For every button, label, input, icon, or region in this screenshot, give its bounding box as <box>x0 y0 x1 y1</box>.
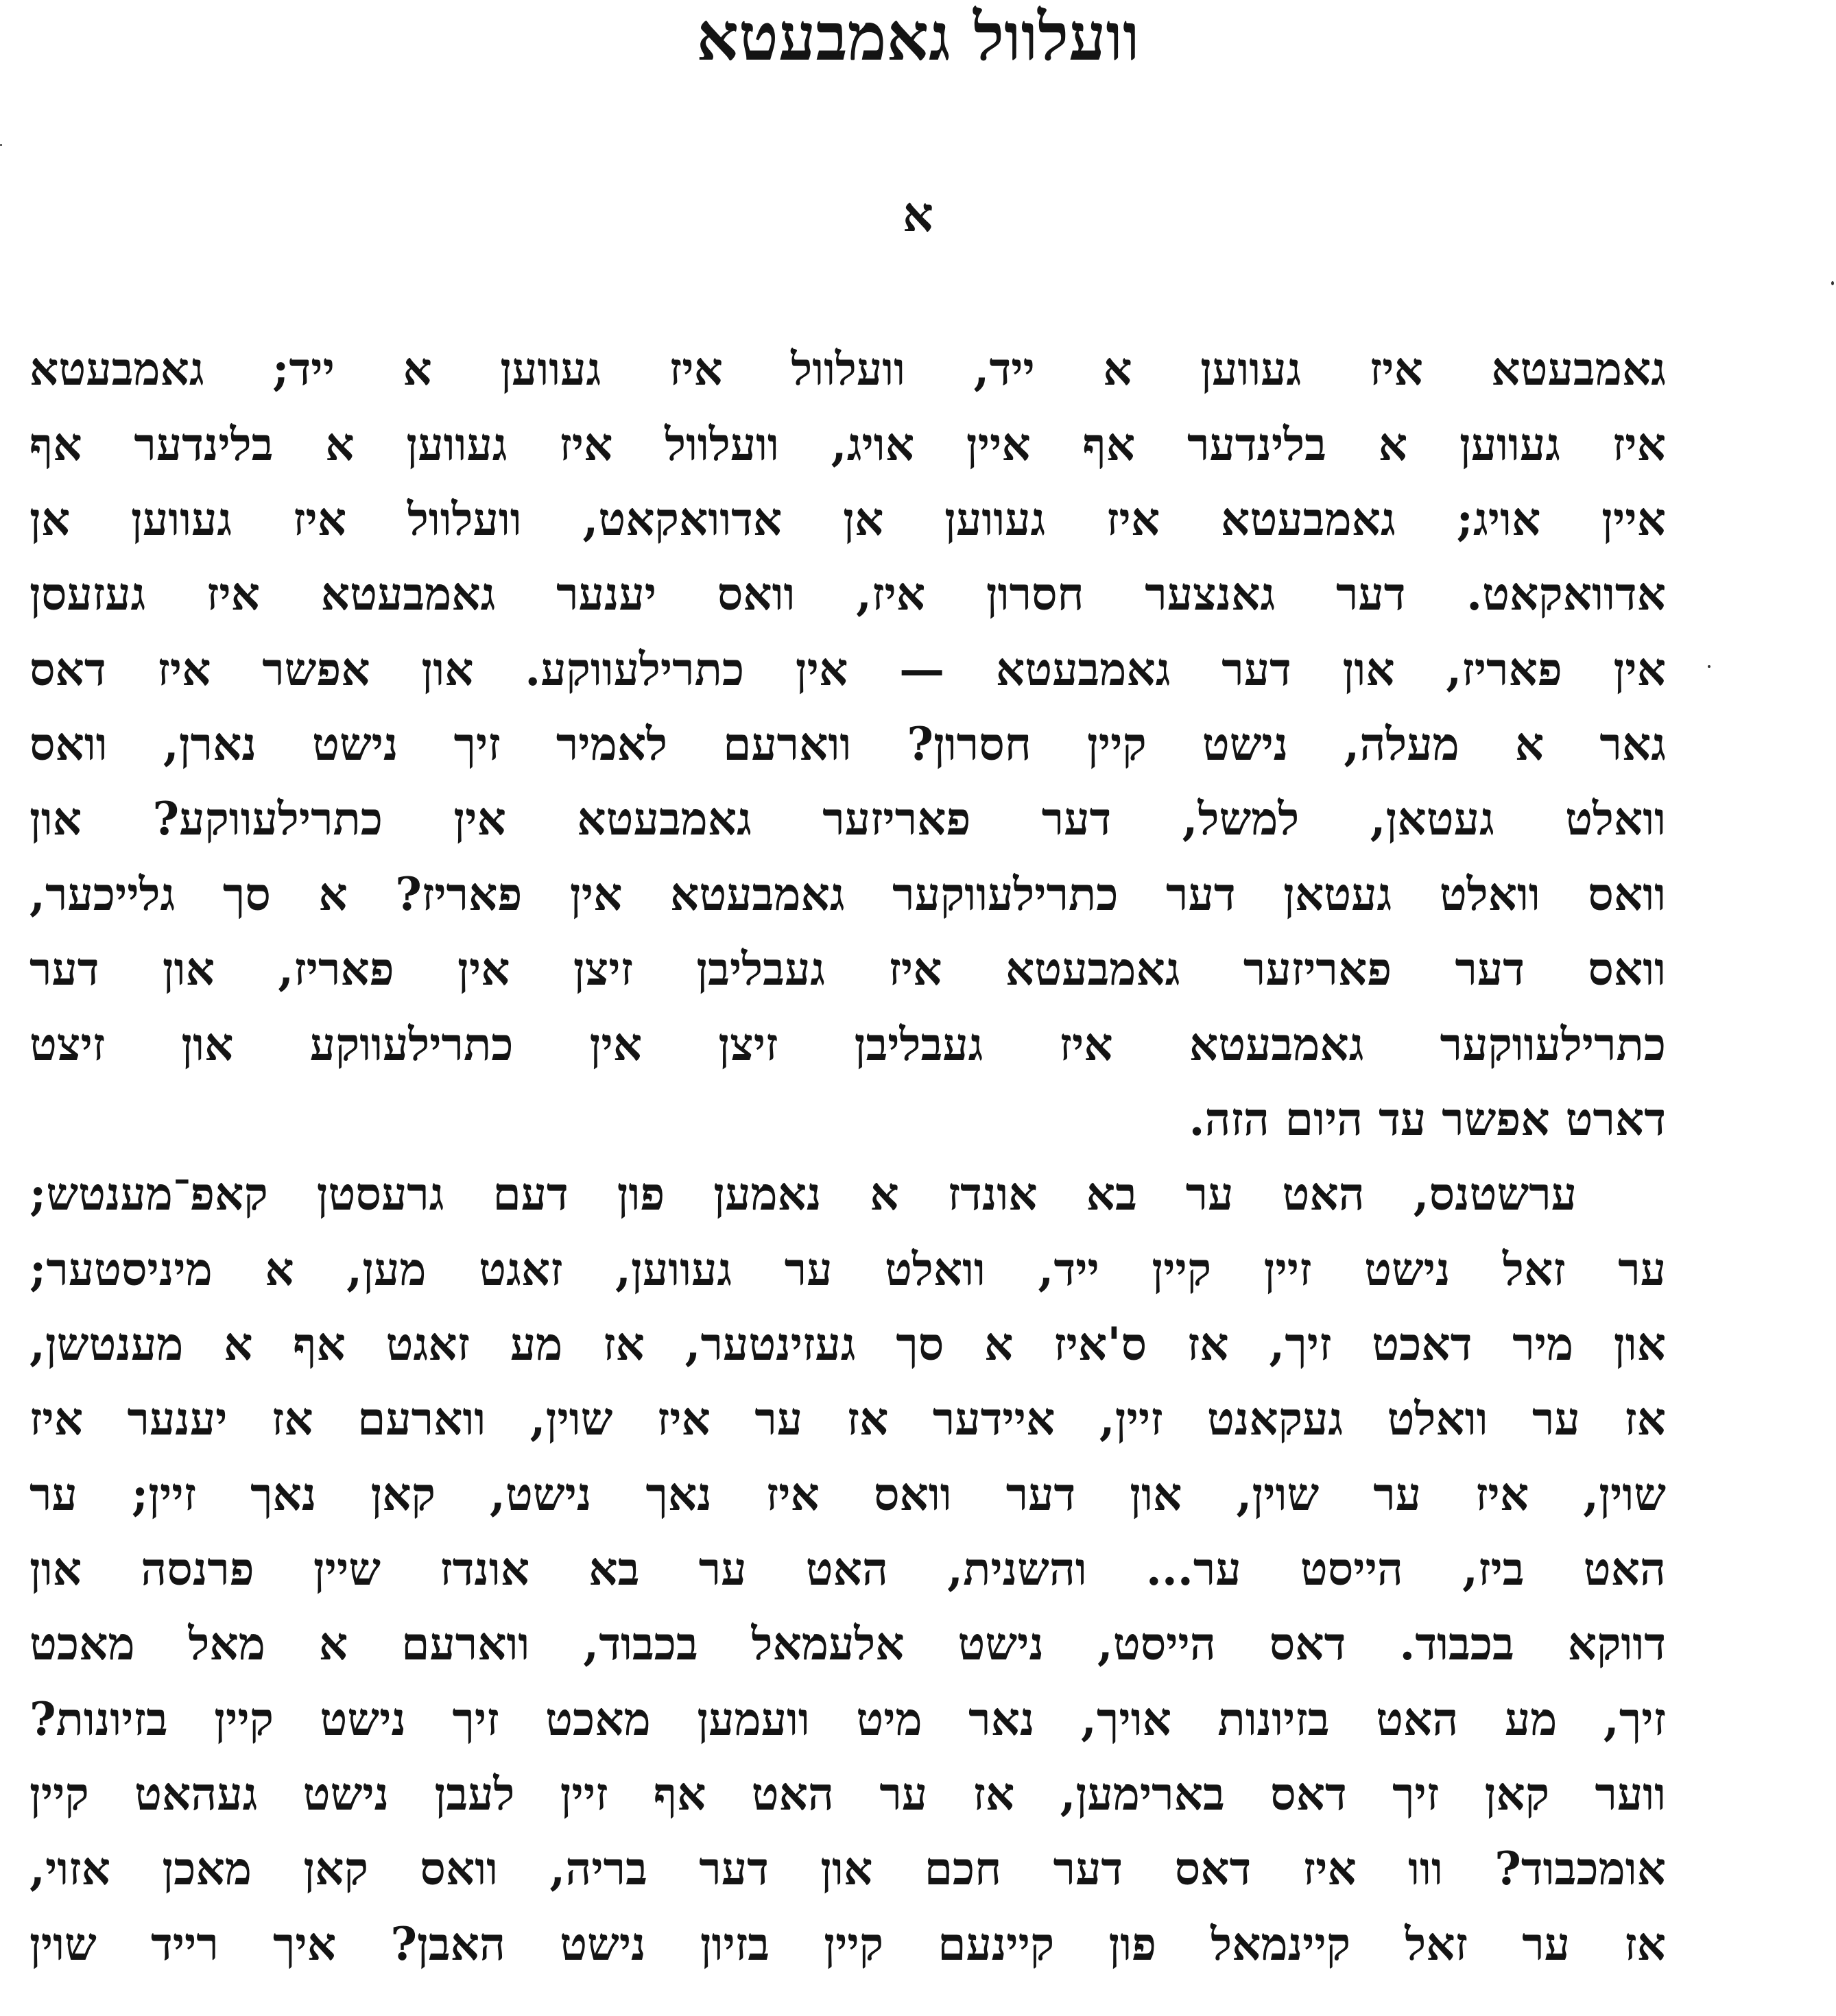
text-line: גאמבעטא איז געווען א ייד, וועלוול איז געווען א ייד; גאמבעטא <box>29 342 1666 396</box>
text-line: אז ער וואלט געקאנט זיין, איידער אז ער איז שוין, ווארעם אז יענער איז <box>29 1392 1666 1445</box>
text-line: איין אויג; גאמבעטא איז געווען אן אדוואקאט, וועלוול איז געווען אן <box>29 492 1666 546</box>
text-line: און מיר דאכט זיך, אז ס'איז א סך געזינטער, אז מע זאגט אף א מענטשן, <box>29 1317 1666 1371</box>
scan-speck <box>1831 281 1834 285</box>
text-line: דווקא בכבוד. דאס הייסט, נישט אלעמאל בכבוד, ווארעם א מאל מאכט <box>29 1617 1666 1670</box>
text-line: אין פאריז, און דער גאמבעטא — אין כתרילעווקע. און אפשר איז דאס <box>29 643 1666 696</box>
text-line: כתרילעווקער גאמבעטא איז געבליבן זיצן אין כתרילעווקע און זיצט <box>29 1018 1666 1071</box>
text-line: שוין, איז ער שוין, און דער וואס איז נאך נישט, קאן נאך זיין; ער <box>29 1467 1666 1521</box>
text-line: האט ביז, הייסט ער... והשנית, האט ער בא אונדז שיין פרנסה און <box>29 1542 1666 1596</box>
scan-speck <box>1708 665 1710 668</box>
scan-speck <box>0 144 2 146</box>
text-line: וואס וואלט געטאן דער כתרילעווקער גאמבעטא אין פאריז? א סך גלייכער, <box>29 867 1666 921</box>
text-line: זיך, מע האט בזיונות אויך, נאר מיט וועמען מאכט זיך נישט קיין בזיונות? <box>29 1692 1666 1746</box>
text-line: ווער קאן זיך דאס בארימען, אז ער האט אף זיין לעבן נישט געהאט קיין <box>29 1767 1667 1821</box>
text-line: איז געווען א בלינדער אף איין אויג, וועלוול איז געווען א בלינדער אף <box>29 418 1666 471</box>
text-line: וואס דער פאריזער גאמבעטא איז געבליבן זיצן אין פאריז, און דער <box>29 942 1666 996</box>
text-line: ער זאל נישט זיין קיין ייד, וואלט ער געווען, זאגט מען, א מיניסטער; <box>29 1243 1666 1296</box>
text-line: ערשטנס, האט ער בא אונדז א נאמען פון דעם גרעסטן קאפ־מענטש; <box>29 1167 1577 1221</box>
text-line: וואלט געטאן, למשל, דער פאריזער גאמבעטא אין כתרילעווקע? און <box>29 792 1666 845</box>
text-line: אומכבוד? ווו איז דאס דער חכם און דער בריה, וואס קאן מאכן אזוי, <box>29 1842 1667 1895</box>
page-title: וועלוול גאמבעטא <box>696 0 1140 75</box>
text-line: אז ער זאל קיינמאל פון קיינעם קיין בזיון נישט האבן? איך רייד שוין <box>29 1917 1667 1971</box>
chapter-heading: א <box>903 186 933 243</box>
text-line: גאר א מעלה, נישט קיין חסרון? ווארעם לאמיר זיך נישט נארן, וואס <box>29 717 1666 771</box>
text-line: דארט אפשר עד היום הזה. <box>1189 1092 1666 1146</box>
text-line: אדוואקאט. דער גאנצער חסרון איז, וואס יענער גאמבעטא איז געזעסן <box>29 567 1666 621</box>
